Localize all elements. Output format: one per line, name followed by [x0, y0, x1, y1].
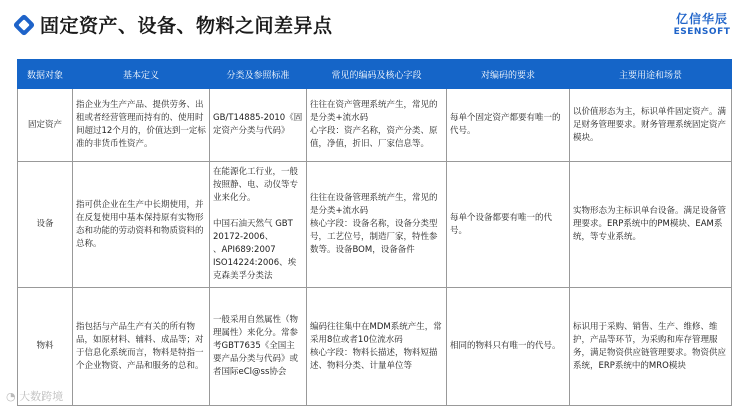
table-header-row [18, 60, 732, 89]
requirement-cell: 相同的物料只有唯一的代号。 [447, 288, 570, 406]
coding-cell: 往往在设备管理系统产生，常见的是分类+流水码 核心字段：设备名称，设备分类型号，工艺位号，制造厂家，特性参数等。设备BOM，设备备件 [307, 162, 447, 288]
column-header: 基本定义 [73, 60, 210, 89]
logo-english-text: ESENSOFT [673, 27, 731, 37]
definition-cell: 指企业为生产产品、提供劳务、出租或者经营管理而持有的、使用时间超过12个月的，价值达到一定标准的非货币性资产。 [73, 89, 210, 162]
usage-cell: 标识用于采购、销售、生产、维修、维护，产品等环节，为采购和库存管理服务，满足物资供应链管理要求。物资供应系统，ERP系统中的MRO模块 [570, 288, 732, 406]
standard-cell: GB/T14885-2010《固定资产分类与代码》 [210, 89, 307, 162]
page-title: 固定资产、设备、物料之间差异点 [40, 15, 333, 37]
table-row [18, 288, 732, 406]
diamond-bullet-icon [13, 14, 35, 36]
object-cell: 固定资产 [18, 89, 73, 162]
coding-cell: 编码往往集中在MDM系统产生，常采用8位或者10位流水码 核心字段：物料长描述，物料短描述、物料分类、计量单位等 [307, 288, 447, 406]
watermark-logo-icon: ◔ [6, 390, 16, 403]
coding-cell: 往往在资产管理系统产生，常见的是分类+流水码 心字段：资产名称，资产分类、原值，净值，折旧、厂家信息等。 [307, 89, 447, 162]
slide-header [0, 0, 745, 54]
watermark [6, 388, 63, 404]
column-header: 主要用途和场景 [570, 60, 732, 89]
requirement-cell: 每单个固定资产都要有唯一的代号。 [447, 89, 570, 162]
definition-cell: 指包括与产品生产有关的所有物品，如原材料、辅料、成品等；对于信息化系统而言，物料是特指一个企业物资、产品和服务的总和。 [73, 288, 210, 406]
logo-chinese-text: 亿信华辰 [675, 12, 728, 26]
column-header: 分类及参照标准 [210, 60, 307, 89]
usage-cell: 实物形态为主标识单台设备。满足设备管理要求。ERP系统中的PM模块、EAM系统，等专业系统。 [570, 162, 732, 288]
definition-cell: 指可供企业在生产中长期使用，并在反复使用中基本保持原有实物形态和功能的劳动资料和物质资料的总称。 [73, 162, 210, 288]
column-header: 常见的编码及核心字段 [307, 60, 447, 89]
table-row [18, 162, 732, 288]
column-header: 对编码的要求 [447, 60, 570, 89]
object-cell: 设备 [18, 162, 73, 288]
table-row [18, 89, 732, 162]
object-cell: 物料 [18, 288, 73, 406]
standard-cell: 在能源化工行业，一般按照静、电、动仪等专业来化分。 中国石油天然气 GBT 20172-2006、 、API689:2007 ISO14224:2006、埃克森美孚分类法 [210, 162, 307, 288]
standard-cell: 一般采用自然属性（物理属性）来化分。常参考GBT7635《全国主要产品分类与代码》或者国际eCl@ss协会 [210, 288, 307, 406]
column-header: 数据对象 [18, 60, 73, 89]
comparison-table [17, 59, 732, 406]
usage-cell: 以价值形态为主，标识单件固定资产。满足财务管理要求。财务管理系统固定资产模块。 [570, 89, 732, 162]
watermark-text: 大数跨境 [19, 390, 64, 403]
company-logo [671, 12, 733, 40]
requirement-cell: 每单个设备都要有唯一的代号。 [447, 162, 570, 288]
